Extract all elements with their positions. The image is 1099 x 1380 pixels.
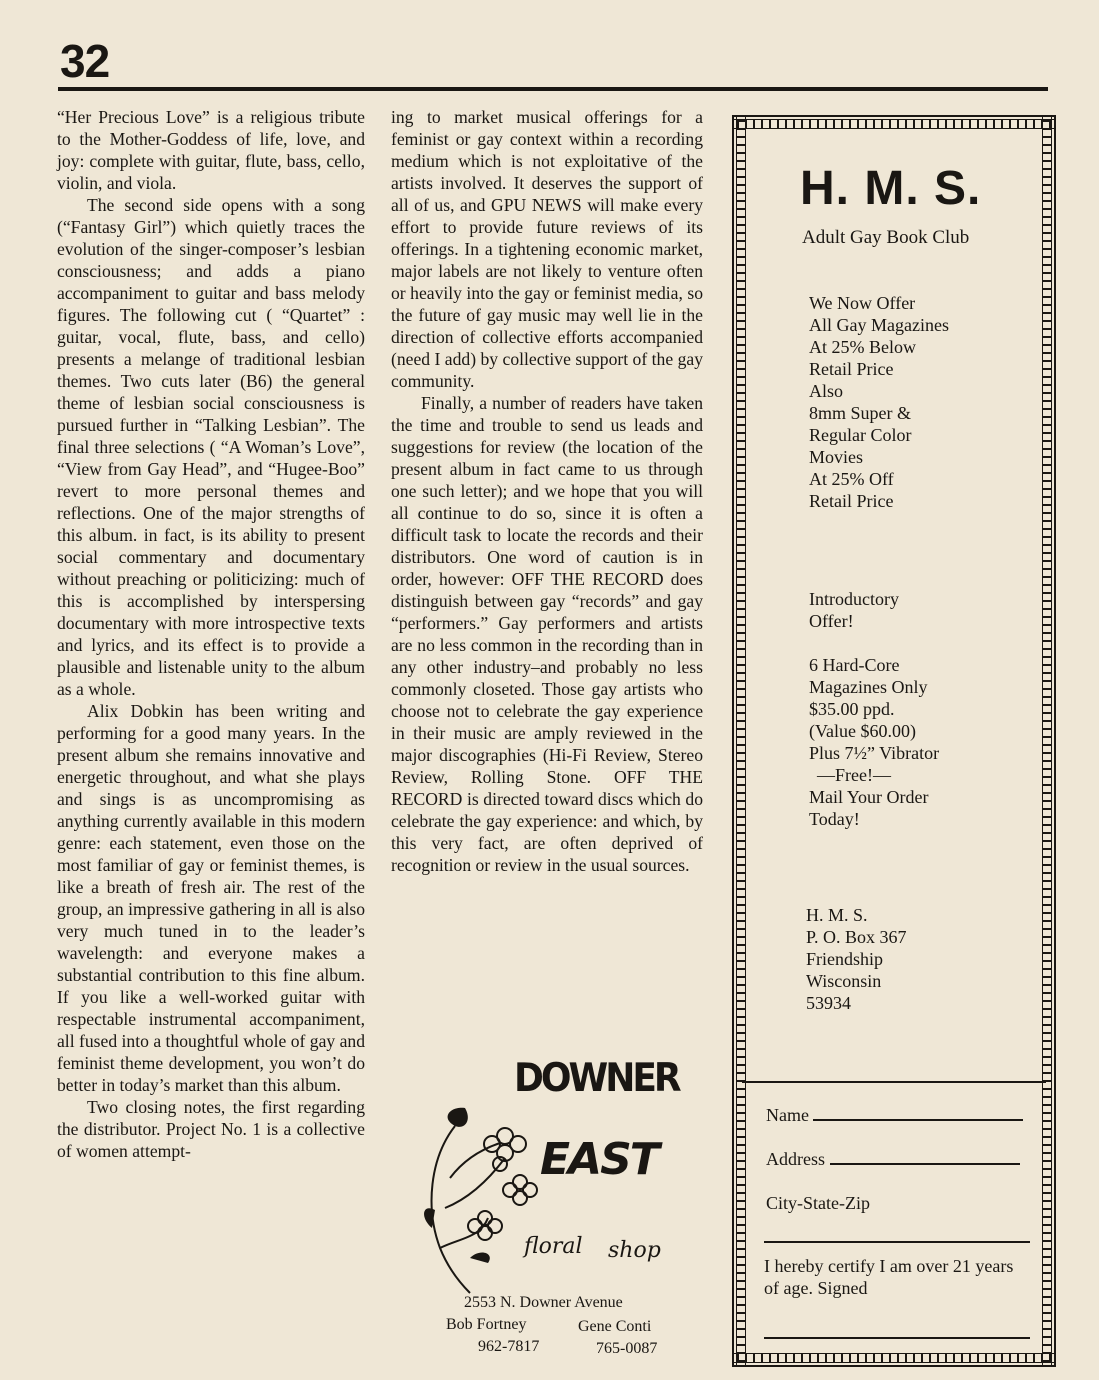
ad-subtitle: Adult Gay Book Club [802, 227, 970, 248]
offer-line: Also [809, 381, 844, 401]
name-label: Name [766, 1105, 809, 1125]
offer-line: All Gay Magazines [809, 315, 949, 335]
paragraph: ing to market musical offerings for a feminist or gay context within a recording medium which is not exploitative of the artists involved. It deserves the support of all of us, and GPU NEWS will make every effort to provide future reviews of its offerings. In a tightening economic market, major labels are not likely to venture often or heavily into the gay or feminist media, so the future of gay music may well lie in the direction of collective efforts accompanied (need I add) by collective support of the gay community. [391, 107, 703, 391]
downer-east-advertisement [410, 1055, 710, 1358]
offer-line: At 25% Off [809, 469, 894, 489]
paragraph: Finally, a number of readers have taken the time and trouble to send us leads and suggestions for review (the location of the present album in fact came to us through one such letter); and we hope that you will all continue to do so, since it is often a difficult task to locate the records and their distributors. One word of caution is in order, however: OFF THE RECORD does distinguish between gay “records” and gay “performers.” Gay performers and artists are no less common in the recording than in any other industry–and probably no less commonly closeted. Those gay artists who choose not to celebrate the gay experience in their music are amply reviewed in the major discographies (Hi-Fi Review, Stereo Review, Rolling Stone. OFF THE RECORD is directed toward discs which do celebrate the gay experience: and which, by this very fact, are often deprived of recognition or review in the usual sources. [391, 393, 703, 875]
name-blank[interactable] [813, 1105, 1023, 1121]
offer-line: We Now Offer [809, 293, 916, 313]
chain-border-top [734, 119, 1054, 129]
signature-blank[interactable] [764, 1337, 1030, 1339]
offer-text [809, 292, 949, 512]
intro-line: Offer! [809, 611, 854, 631]
downer-address: 2553 N. Downer Avenue [464, 1294, 623, 1311]
intro-text [809, 588, 899, 632]
name-field[interactable] [766, 1105, 1023, 1126]
downer-floral-text: floral [524, 1234, 583, 1259]
ad-title: H. M. S. [800, 162, 982, 215]
form-divider [742, 1081, 1046, 1083]
downer-shop-text: shop [608, 1238, 661, 1263]
downer-owner-1: Bob Fortney [446, 1316, 527, 1333]
article-column-2 [391, 106, 703, 876]
deal-line: 6 Hard-Core [809, 655, 900, 675]
paragraph: “Her Precious Love” is a religious tribute to the Mother-Goddess of life, love, and joy: complete with guitar, flute, bass, cello, violin, and viola. [57, 107, 365, 193]
address-line: 53934 [806, 993, 851, 1013]
downer-owner-2: Gene Conti [578, 1318, 652, 1335]
address-field[interactable] [766, 1149, 1020, 1170]
deal-line: Today! [809, 809, 860, 829]
deal-line: Plus 7½” Vibrator [809, 743, 940, 763]
deal-line: Mail Your Order [809, 787, 929, 807]
address-line: Friendship [806, 949, 884, 969]
offer-line: Retail Price [809, 359, 894, 379]
address-blank[interactable] [830, 1149, 1020, 1165]
offer-line: Retail Price [809, 491, 894, 511]
chain-border-left [736, 117, 746, 1365]
deal-line: (Value $60.00) [809, 721, 916, 741]
offer-line: Movies [809, 447, 863, 467]
city-label: City-State-Zip [766, 1193, 870, 1213]
downer-east-text: EAST [540, 1134, 658, 1185]
page-number: 32 [60, 35, 110, 87]
header-rule [58, 87, 1048, 91]
hms-advertisement [732, 115, 1056, 1367]
deal-line: $35.00 ppd. [809, 699, 895, 719]
offer-line: Regular Color [809, 425, 912, 445]
age-certification: I hereby certify I am over 21 years of age. Signed [764, 1256, 1014, 1298]
address-line: H. M. S. [806, 905, 868, 925]
mailing-address [806, 904, 907, 1014]
offer-line: 8mm Super & [809, 403, 911, 423]
downer-phone-2: 765-0087 [596, 1340, 658, 1357]
deal-line: —Free!— [817, 765, 891, 785]
deal-text [809, 654, 939, 830]
city-blank[interactable] [764, 1241, 1030, 1243]
article-column-1 [57, 106, 365, 1162]
offer-line: At 25% Below [809, 337, 916, 357]
downer-logo-text: DOWNER [514, 1055, 679, 1102]
address-line: P. O. Box 367 [806, 927, 907, 947]
chain-border-right [1042, 117, 1052, 1365]
paragraph: Alix Dobkin has been writing and performing for a good many years. In the present album she remains innovative and energetic throughout, and what she plays and sings is as uncompromising as anything currently available in this modern genre: each statement, even those on the most familiar of gay or feminist themes, is like a breath of fresh air. The rest of the group, an impressive gathering in all is also very much tuned in to the leader’s wavelength: and everyone makes a substantial contribution to this fine album. If you like a well-worked guitar with respectable instrumental accompaniment, all fused into a thoughtful whole of gay and feminist theme development, you won’t do better in today’s market than this album. [57, 701, 365, 1095]
flower-illustration-icon [410, 1098, 560, 1298]
paragraph: Two closing notes, the first regarding the distributor. Project No. 1 is a collective of women attempt- [57, 1097, 365, 1161]
city-state-zip-field[interactable] [766, 1193, 870, 1214]
intro-line: Introductory [809, 589, 899, 609]
address-label: Address [766, 1149, 825, 1169]
paragraph: The second side opens with a song (“Fantasy Girl”) which quietly traces the evolution of the singer-composer’s lesbian consciousness; and adds a piano accompaniment to guitar and bass melody figures. The following cut ( “Quartet” : guitar, vocal, flute, bass, and cello) presents a melange of traditional lesbian themes. Two cuts later (B6) the general theme of lesbian social consciousness is pursued further in “Talking Lesbian”. The final three selections ( “A Woman’s Love”, “View from Gay Head”, and “Hugee-Boo” revert to more personal themes and reflections. One of the major strengths of this album. in fact, is its ability to present social commentary and documentary without preaching or politicizing: much of this is accomplished by interspersing documentary with more introspective texts and lyrics, and its effect is to provide a plausible and listenable unity to the album as a whole. [57, 195, 365, 699]
chain-border-bottom [734, 1353, 1054, 1363]
address-line: Wisconsin [806, 971, 882, 991]
downer-phone-1: 962-7817 [478, 1338, 540, 1355]
deal-line: Magazines Only [809, 677, 928, 697]
